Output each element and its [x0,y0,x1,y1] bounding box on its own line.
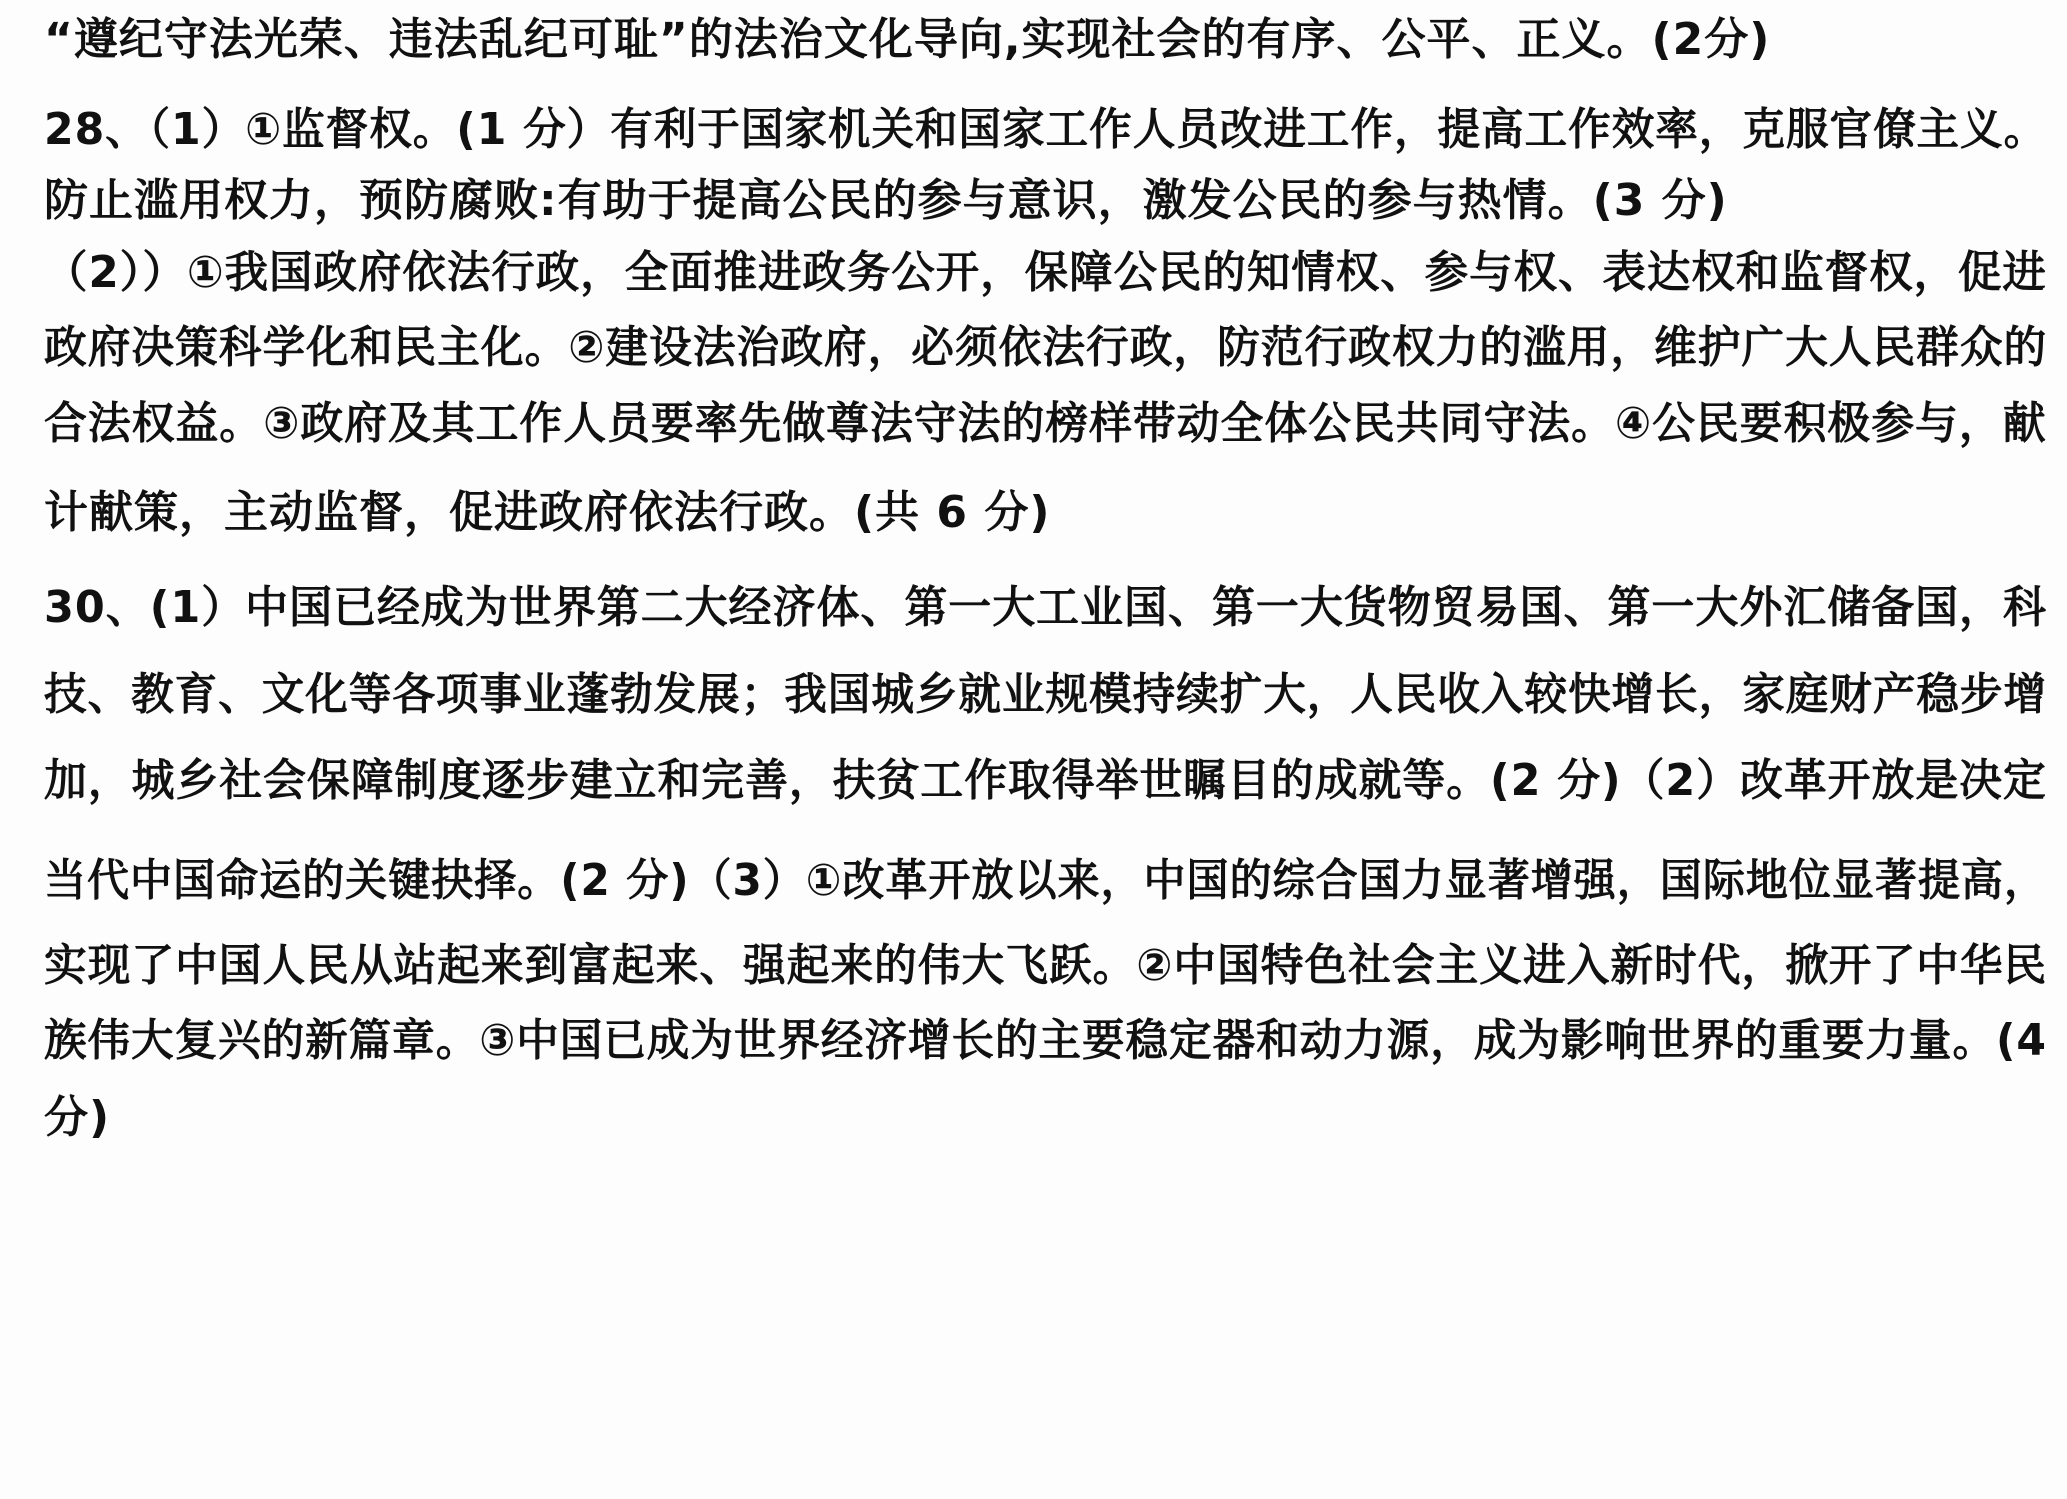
text-line-7: 计献策，主动监督，促进政府依法行政。(共 6 分) [44,487,1051,538]
text-line-6: 合法权益。③政府及其工作人员要率先做尊法守法的榜样带动全体公民共同守法。④公民要积极参与，献 [44,398,2047,449]
text-line-1: “遵纪守法光荣、违法乱纪可耻”的法治文化导向,实现社会的有序、公平、正义。(2分) [44,14,1771,65]
text-line-3: 防止滥用权力，预防腐败:有助于提高公民的参与意识，激发公民的参与热情。(3 分) [44,175,1728,226]
text-line-2: 28、（1）①监督权。(1 分）有利于国家机关和国家工作人员改进工作，提高工作效率，克服官僚主义。 [44,104,2048,155]
text-line-8: 30、(1）中国已经成为世界第二大经济体、第一大工业国、第一大货物贸易国、第一大外汇储备国，科 [44,582,2047,633]
text-line-11: 当代中国命运的关键抉择。(2 分)（3）①改革开放以来，中国的综合国力显著增强，国际地位显著提高， [44,855,2048,906]
text-line-5: 政府决策科学化和民主化。②建设法治政府，必须依法行政，防范行政权力的滥用，维护广大人民群众的 [44,322,2048,373]
text-line-14: 分) [44,1092,111,1143]
text-line-12: 实现了中国人民从站起来到富起来、强起来的伟大飞跃。②中国特色社会主义进入新时代，掀开了中华民 [44,940,2048,991]
text-line-4: （2））①我国政府依法行政，全面推进政务公开，保障公民的知情权、参与权、表达权和监督权，促进 [44,247,2047,298]
text-line-13: 族伟大复兴的新篇章。③中国已成为世界经济增长的主要稳定器和动力源，成为影响世界的重要力量。(4 [44,1015,2047,1066]
text-line-10: 加，城乡社会保障制度逐步建立和完善，扶贫工作取得举世瞩目的成就等。(2 分)（2）改革开放是决定 [44,755,2047,806]
text-line-9: 技、教育、文化等各项事业蓬勃发展；我国城乡就业规模持续扩大，人民收入较快增长，家庭财产稳步增 [44,669,2047,720]
